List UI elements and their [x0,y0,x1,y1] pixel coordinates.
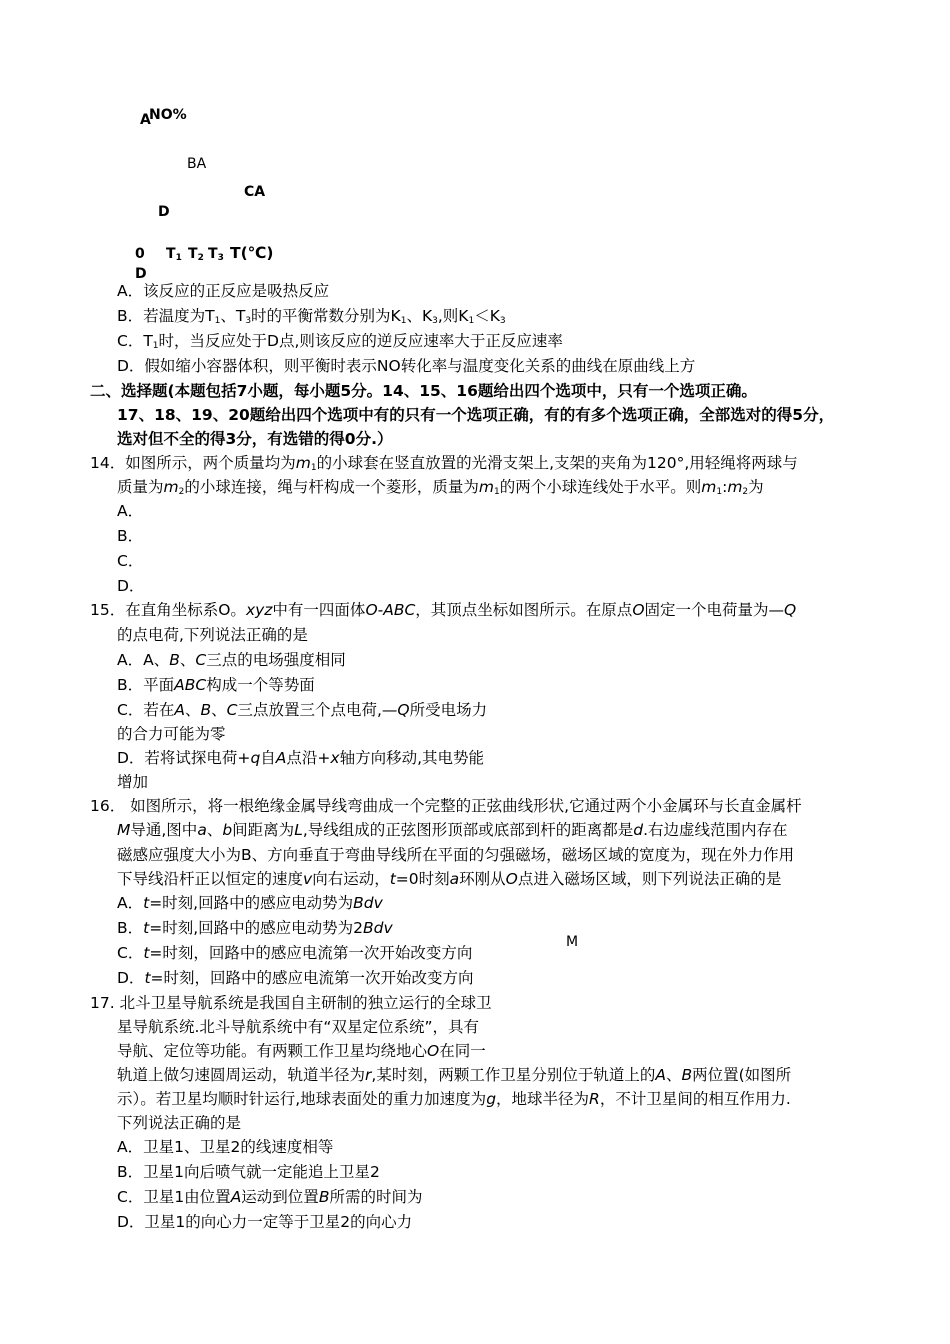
q17-option-b: B．卫星1向后喷气就一定能追上卫星2 [117,1163,380,1181]
q17-stem-line2: 星导航系统.北斗导航系统中有“双星定位系统”，具有 [117,1018,479,1036]
q17-stem-line3: 导航、定位等功能。有两颗工作卫星均绕地心O在同一 [117,1042,486,1060]
q13-option-d: D．假如缩小容器体积，则平衡时表示NO转化率与温度变化关系的曲线在原曲线上方 [117,357,696,375]
q16-stem-line4: 下导线沿杆正以恒定的速度v向右运动，t=0时刻a环刚从O点进入磁场区域，则下列说法正确的是 [117,870,782,888]
q13-option-a: A．该反应的正反应是吸热反应 [117,282,330,300]
figure-tick-t3: $T_3$ [208,246,224,263]
figure-label-a: A [140,112,151,128]
figure-label-no-percent: NO% [149,107,187,123]
q16-stem-line3: 磁感应强度大小为B、方向垂直于弯曲导线所在平面的匀强磁场，磁场区域的宽度为，现在外力作用 [117,846,795,864]
q15-option-c-continued: 的合力可能为零 [117,725,226,743]
figure-label-ca: CA [244,184,266,200]
q16-option-c: C．t=时刻，回路中的感应电流第一次开始改变方向 [117,944,473,962]
figure-tick-t1: $T_1$ [166,246,182,263]
q13-option-c: C．$T_1$时，当反应处于D点,则该反应的逆反应速率大于正反应速率 [117,332,563,351]
q17-stem-line6: 下列说法正确的是 [117,1114,242,1132]
q17-option-c: C．卫星1由位置A运动到位置B所需的时间为 [117,1188,423,1206]
q16-figure-label-m: M [566,934,579,950]
q17-option-a: A．卫星1、卫星2的线速度相等 [117,1138,334,1156]
q14-option-b: B． [117,527,144,545]
section2-instructions-line1: 二、选择题(本题包括7小题，每小题5分。14、15、16题给出四个选项中，只有一个选项正确。 [90,382,757,400]
q14-option-a: A． [117,502,144,520]
q17-stem-line1: 17. 北斗卫星导航系统是我国自主研制的独立运行的全球卫 [90,994,492,1012]
q17-option-d: D．卫星1的向心力一定等于卫星2的向心力 [117,1213,413,1231]
q15-option-d: D．若将试探电荷+q自A点沿+x轴方向移动,其电势能 [117,749,485,767]
figure-label-d: D [158,204,170,220]
q14-stem-line2: 质量为$m_2$的小球连接，绳与杆构成一个菱形，质量为$m_1$的两个小球连线处于水平。则$m_1:m_2$为 [117,478,764,497]
figure-axis-temperature: T(℃) [230,244,274,262]
q14-option-d: D． [117,577,145,595]
q14-stem-line1: 14．如图所示，两个质量均为$m_1$的小球套在竖直放置的光滑支架上,支架的夹角为120°,用轻绳将两球与 [90,454,798,473]
q15-stem-line2: 的点电荷,下列说法正确的是 [117,626,308,644]
q16-stem-line2: M导通,图中a、b间距离为L,导线组成的正弦图形顶部或底部到杆的距离都是d.右边虚线范围内存在 [117,821,788,839]
q16-stem-line1: 16． 如图所示，将一根绝缘金属导线弯曲成一个完整的正弦曲线形状,它通过两个小金属环与长直金属杆 [90,797,802,815]
q15-option-b: B．平面ABC构成一个等势面 [117,676,315,694]
q15-option-a: A．A、B、C三点的电场强度相同 [117,651,346,669]
section2-instructions-line3: 选对但不全的得3分，有选错的得0分.） [117,430,393,448]
q14-option-c: C． [117,552,144,570]
q13-option-b: B．若温度为$T_1$、$T_3$时的平衡常数分别为$K_1$、$K_3$,则$K_1<K_3$ [117,307,506,326]
figure-tick-t2: $T_2$ [188,246,204,263]
figure-label-d-bottom: D [135,266,147,282]
q16-option-a: A．t=时刻,回路中的感应电动势为Bdv [117,894,383,912]
section2-instructions-line2: 17、18、19、20题给出四个选项中有的只有一个选项正确，有的有多个选项正确，全部选对的得5分， [117,406,835,424]
q16-option-b: B．t=时刻,回路中的感应电动势为2Bdv [117,919,393,937]
q17-stem-line4: 轨道上做匀速圆周运动，轨道半径为r,某时刻，两颗工作卫星分别位于轨道上的A、B两位置(如图所 [117,1066,792,1084]
q15-option-c: C．若在A、B、C三点放置三个点电荷,—Q所受电场力 [117,701,488,719]
figure-axis-origin: 0 [135,246,145,262]
q15-stem-line1: 15．在直角坐标系O。xyz中有一四面体O-ABC，其顶点坐标如图所示。在原点O固定一个电荷量为—Q [90,601,797,619]
figure-label-ba: BA [187,156,207,172]
q15-option-d-continued: 增加 [117,773,149,791]
q17-stem-line5: 示）。若卫星均顺时针运行,地球表面处的重力加速度为g，地球半径为R，不计卫星间的相互作用力. [117,1090,791,1108]
q16-option-d: D．t=时刻，回路中的感应电流第一次开始改变方向 [117,969,474,987]
